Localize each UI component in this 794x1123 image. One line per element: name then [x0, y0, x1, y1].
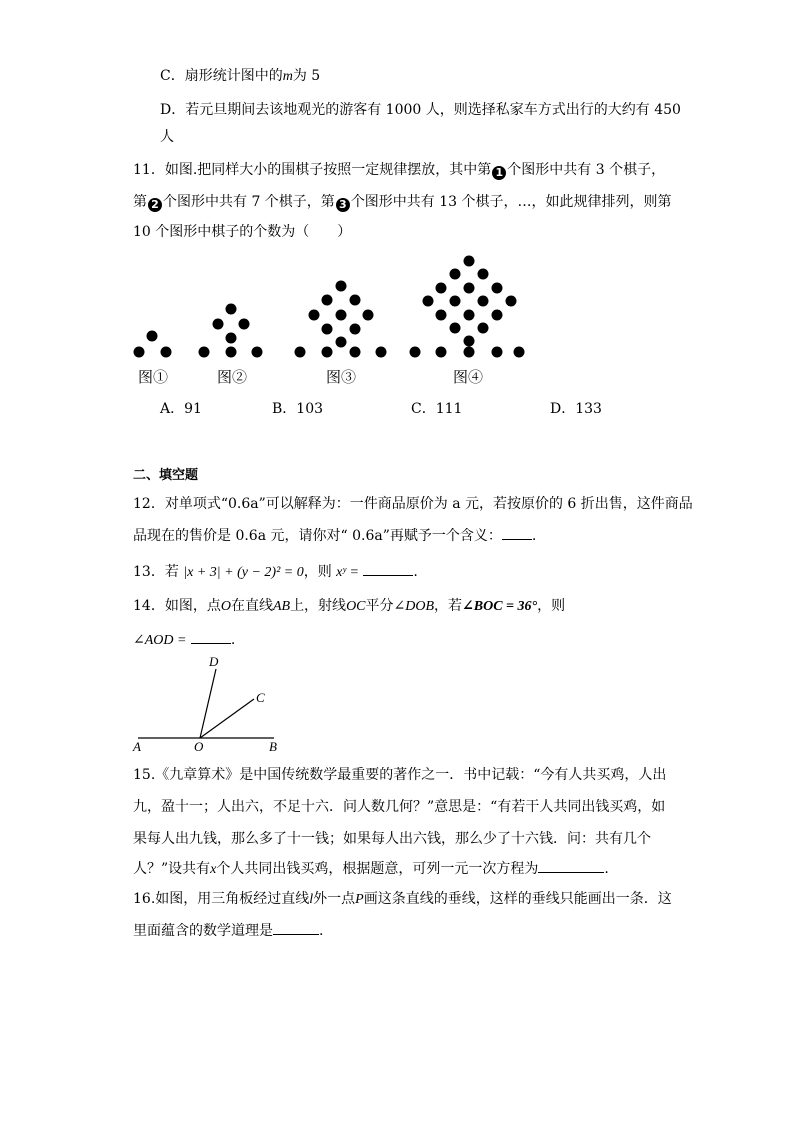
- q11-dot-figures: [0, 252, 794, 372]
- q11-line2-c: 个图形中共有 13 个棋子，…，如此规律排列，则第: [350, 194, 672, 210]
- label-a: A: [133, 739, 141, 754]
- q11-option-a[interactable]: A．91: [160, 401, 202, 417]
- q16-point-p: P: [355, 892, 364, 907]
- q11-line2-a: 第: [133, 194, 147, 210]
- q15-answer-blank[interactable]: [538, 858, 604, 873]
- q16-line2-text: 里面蕴含的数学道理是: [133, 923, 273, 939]
- q13-answer-blank[interactable]: [363, 561, 413, 576]
- q11-option-c[interactable]: C．111: [411, 401, 463, 417]
- circled-three-icon: 3: [336, 198, 350, 212]
- label-o: O: [194, 739, 204, 754]
- q16-line1-a: 16.如图，用三角板经过直线: [133, 891, 310, 907]
- circled-two-icon: 2: [148, 198, 162, 212]
- q14-angle-boc: ∠BOC = 36°: [462, 599, 538, 614]
- q10-option-c-var: m: [282, 69, 293, 84]
- q14-line2: [133, 629, 235, 651]
- q11-option-d[interactable]: D．133: [550, 401, 602, 417]
- q14-f: ，则: [537, 598, 566, 614]
- q16-line2: [133, 920, 323, 941]
- q16-answer-blank[interactable]: [273, 920, 319, 935]
- q14-angle-diagram: [130, 655, 310, 755]
- q15-line4-b: 个人共同出钱买鸡，根据题意，可列一元一次方程为: [216, 861, 539, 877]
- label-d: D: [209, 655, 219, 669]
- q15-var-x: x: [210, 862, 217, 877]
- q16-line1: [133, 889, 672, 910]
- q16-line1-b: 外一点: [313, 891, 356, 907]
- q15-line1: 15.《九章算术》是中国传统数学最重要的著作之一．书中记载：“今有人共买鸡，人出: [133, 767, 667, 783]
- figure-label-1: 图①: [138, 368, 169, 386]
- q13-prefix: 13．若: [133, 564, 179, 580]
- q14-b: 在直线: [230, 598, 273, 614]
- q11-stem-line1: [133, 160, 665, 180]
- q14-angle-dob: ∠DOB: [393, 599, 435, 614]
- q14-answer-blank[interactable]: [191, 629, 231, 644]
- q13-expression-2: xʸ =: [336, 565, 359, 580]
- q11-line1-a: 11．如图.把同样大小的围棋子按照一定规律摆放，其中第: [133, 162, 492, 178]
- figure-label-2: 图②: [217, 368, 248, 386]
- q13-end: .: [413, 564, 418, 580]
- label-c: C: [256, 690, 265, 705]
- q11-line1-b: 个图形中共有 3 个棋子，: [507, 162, 666, 178]
- q14-angle-aod: ∠AOD =: [133, 633, 187, 648]
- q16-line-l: l: [309, 892, 314, 907]
- q14-end: .: [230, 632, 236, 648]
- q11-line2-b: 个图形中共有 7 个棋子，第: [163, 194, 335, 210]
- q11-stem-line3: 10 个图形中棋子的个数为（ ）: [133, 224, 352, 240]
- figure-label-3: 图③: [326, 368, 357, 386]
- q12-answer-blank[interactable]: [502, 525, 532, 540]
- q10-option-c-text: C．扇形统计图中的: [160, 68, 283, 84]
- q10-option-d: D．若元旦期间去该地观光的游客有 1000 人，则选择私家车方式出行的大约有 450: [160, 102, 681, 118]
- q13-expression: |x + 3| + (y − 2)² = 0: [183, 565, 304, 580]
- q15-line2: 九，盈十一；人出六，不足十六．问人数几何？”意思是：“有若干人共同出钱买鸡，如: [133, 799, 666, 815]
- q10-option-c: [160, 66, 320, 87]
- q15-end: .: [604, 861, 609, 877]
- q15-line3: 果每人出九钱，那么多了十一钱；如果每人出六钱，那么少了十六钱．问：共有几个: [133, 831, 651, 847]
- q14-d: 平分: [365, 598, 394, 614]
- q14-line1: [133, 596, 565, 617]
- q12-end: .: [531, 528, 537, 544]
- q16-end: .: [319, 923, 324, 939]
- q11-stem-line2: [133, 192, 672, 212]
- q16-line1-c: 画这条直线的垂线，这样的垂线只能画出一条．这: [363, 891, 672, 907]
- q14-a: 14．如图，点: [133, 598, 221, 614]
- q12-line1: 12．对单项式“0.6a”可以解释为：一件商品原价为 a 元，若按原价的 6 折出售，这件商品: [133, 496, 693, 512]
- q14-line-ab: AB: [272, 599, 291, 614]
- q10-option-c-tail: 为 5: [292, 68, 321, 84]
- q13-mid: ，则: [303, 564, 332, 580]
- figure-label-4: 图④: [453, 368, 484, 386]
- q15-line4: [133, 858, 609, 880]
- section-title: 二、填空题: [133, 468, 199, 483]
- q14-ray-oc: OC: [346, 599, 366, 614]
- label-b: B: [269, 739, 277, 754]
- q10-option-d-cont: 人: [160, 129, 174, 145]
- circled-one-icon: 1: [492, 166, 506, 180]
- q13-line: [133, 561, 418, 583]
- q15-line4-a: 人？”设共有: [133, 861, 211, 877]
- q14-c: 上，射线: [290, 598, 347, 614]
- q12-line2: [133, 525, 536, 546]
- q14-e: ，若: [434, 598, 463, 614]
- q12-line2-text: 品现在的售价是 0.6a 元，请你对“ 0.6a”再赋予一个含义：: [133, 528, 502, 544]
- q11-option-b[interactable]: B．103: [272, 401, 324, 417]
- q14-point-o: O: [220, 599, 231, 614]
